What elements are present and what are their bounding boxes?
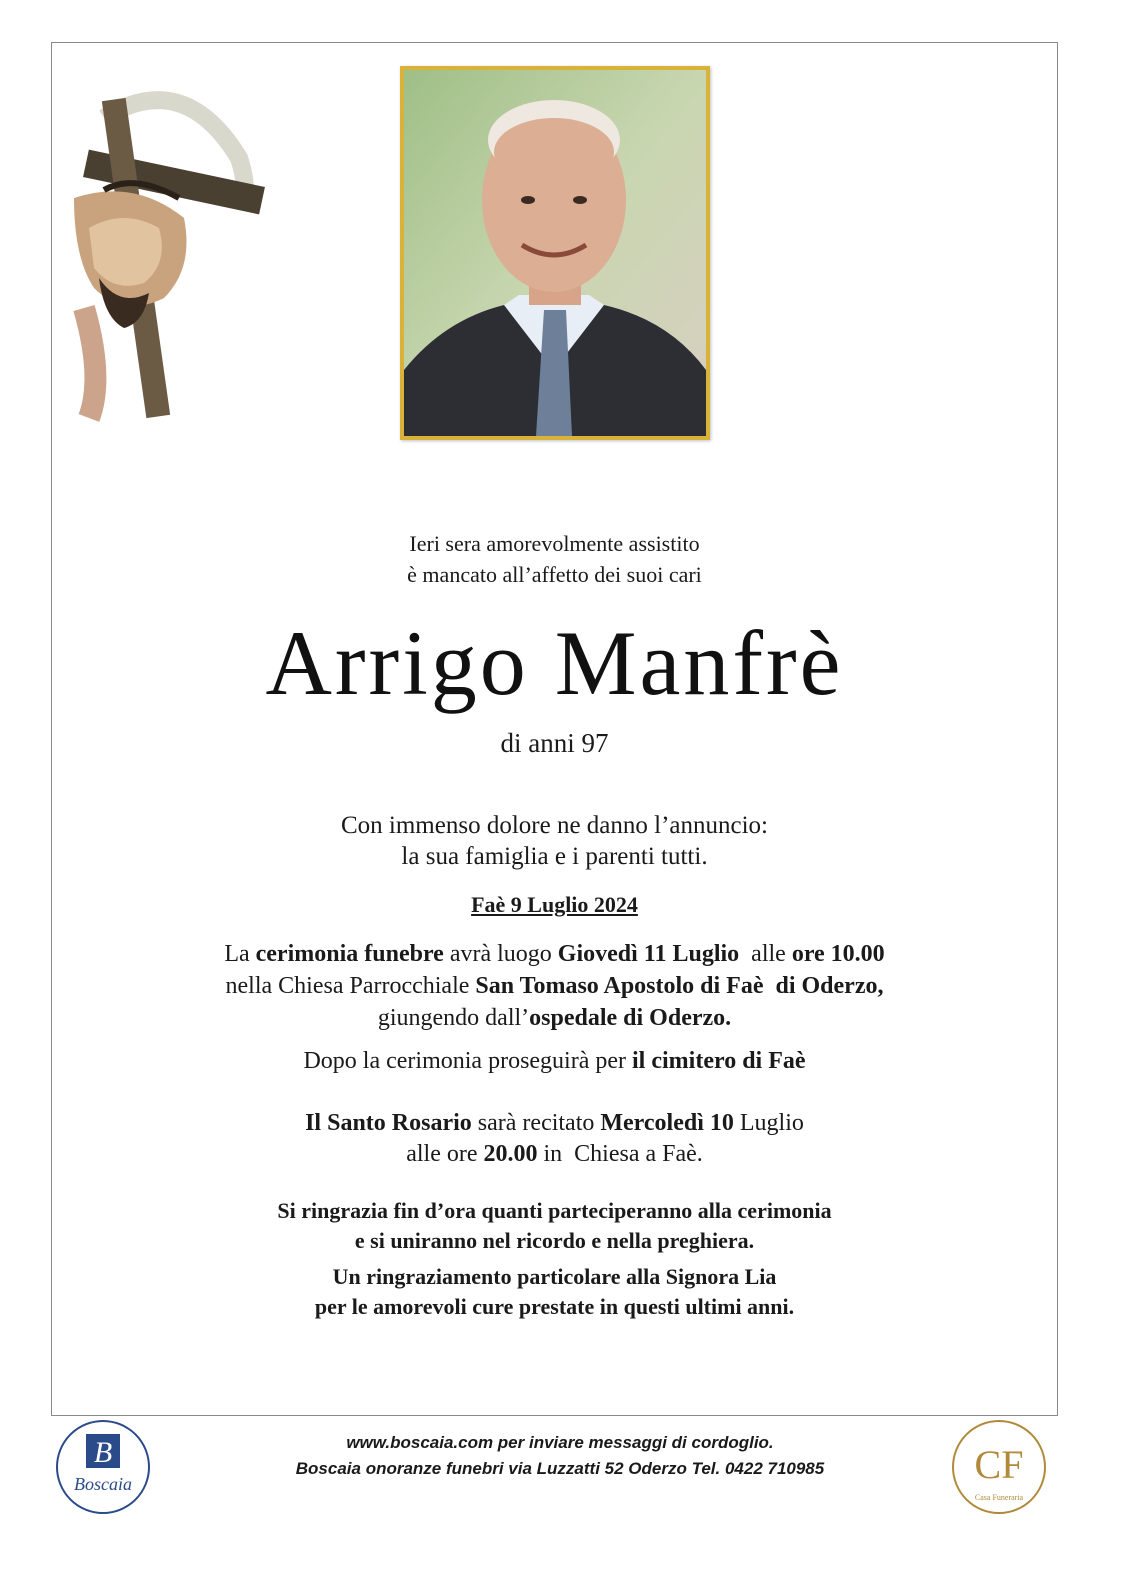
text: 20.00: [483, 1141, 538, 1167]
text: Giovedì 11 Luglio: [557, 941, 740, 967]
boscaia-monogram: B: [93, 1436, 113, 1469]
footer-text: [160, 1430, 960, 1482]
announcement: [51, 810, 1058, 872]
text: il cimitero di Faè: [632, 1048, 806, 1074]
intro-line: è mancato all’affetto dei suoi cari: [407, 562, 702, 587]
deceased-name: Arrigo Manfrè: [265, 612, 844, 714]
thanks-line: Si ringrazia fin d’ora quanti parteciperanno alla cerimonia: [277, 1198, 832, 1223]
announcement-line: Con immenso dolore ne danno l’annuncio:: [340, 812, 768, 839]
text: avrà luogo: [443, 941, 558, 967]
text: alle: [739, 941, 792, 967]
intro-text: [51, 528, 1058, 590]
text: Luglio: [733, 1110, 804, 1136]
text: San Tomaso Apostolo di Faè di Oderzo,: [475, 973, 884, 999]
text: giungendo dall’: [377, 1005, 530, 1031]
text: Mercoledì 10: [600, 1110, 734, 1136]
thanks-line: Un ringraziamento particolare alla Signora Lia: [332, 1264, 777, 1289]
casa-funeraria-logo: [950, 1418, 1048, 1516]
thanks-line: e si uniranno nel ricordo e nella preghiera.: [354, 1228, 755, 1253]
text: ospedale di Oderzo.: [529, 1005, 732, 1031]
ceremony-line: [51, 1002, 1058, 1034]
deceased-age: di anni 97: [500, 728, 609, 758]
ceremony-line: [51, 970, 1058, 1002]
deceased-portrait: [400, 66, 710, 440]
text: La: [224, 941, 256, 967]
footer-website-line[interactable]: www.boscaia.com per inviare messaggi di cordoglio.: [346, 1433, 774, 1452]
text: cerimonia funebre: [255, 941, 444, 967]
footer-address-line: Boscaia onoranze funebri via Luzzatti 52 Oderzo Tel. 0422 710985: [295, 1459, 825, 1478]
text: Il Santo Rosario: [305, 1110, 472, 1136]
ceremony-line: [51, 938, 1058, 970]
text: ore 10.00: [791, 941, 885, 967]
place-date: Faè 9 Luglio 2024: [471, 892, 638, 917]
thanks-line: per le amorevoli cure prestate in questi ultimi anni.: [314, 1294, 795, 1319]
crucifix-drawing-icon: [64, 78, 274, 428]
thanks-text: [51, 1196, 1058, 1256]
cf-monogram: CF: [974, 1442, 1024, 1487]
rosary-line: [51, 1108, 1058, 1139]
rosary-line: [51, 1139, 1058, 1170]
text: Dopo la cerimonia proseguirà per: [303, 1048, 633, 1074]
announcement-line: la sua famiglia e i parenti tutti.: [401, 843, 708, 870]
intro-line: Ieri sera amorevolmente assistito: [409, 531, 700, 556]
cf-wordmark: Casa Funeraria: [974, 1493, 1024, 1502]
after-ceremony: [51, 1048, 1058, 1075]
text: nella Chiesa Parrocchiale: [225, 973, 476, 999]
special-thanks: [51, 1262, 1058, 1322]
boscaia-logo: [54, 1418, 152, 1516]
rosary-details: [51, 1108, 1058, 1170]
ceremony-details: [51, 938, 1058, 1034]
boscaia-wordmark: Boscaia: [74, 1474, 132, 1494]
text: sarà recitato: [471, 1110, 601, 1136]
text: in Chiesa a Faè.: [537, 1141, 703, 1167]
text: alle ore: [406, 1141, 484, 1167]
